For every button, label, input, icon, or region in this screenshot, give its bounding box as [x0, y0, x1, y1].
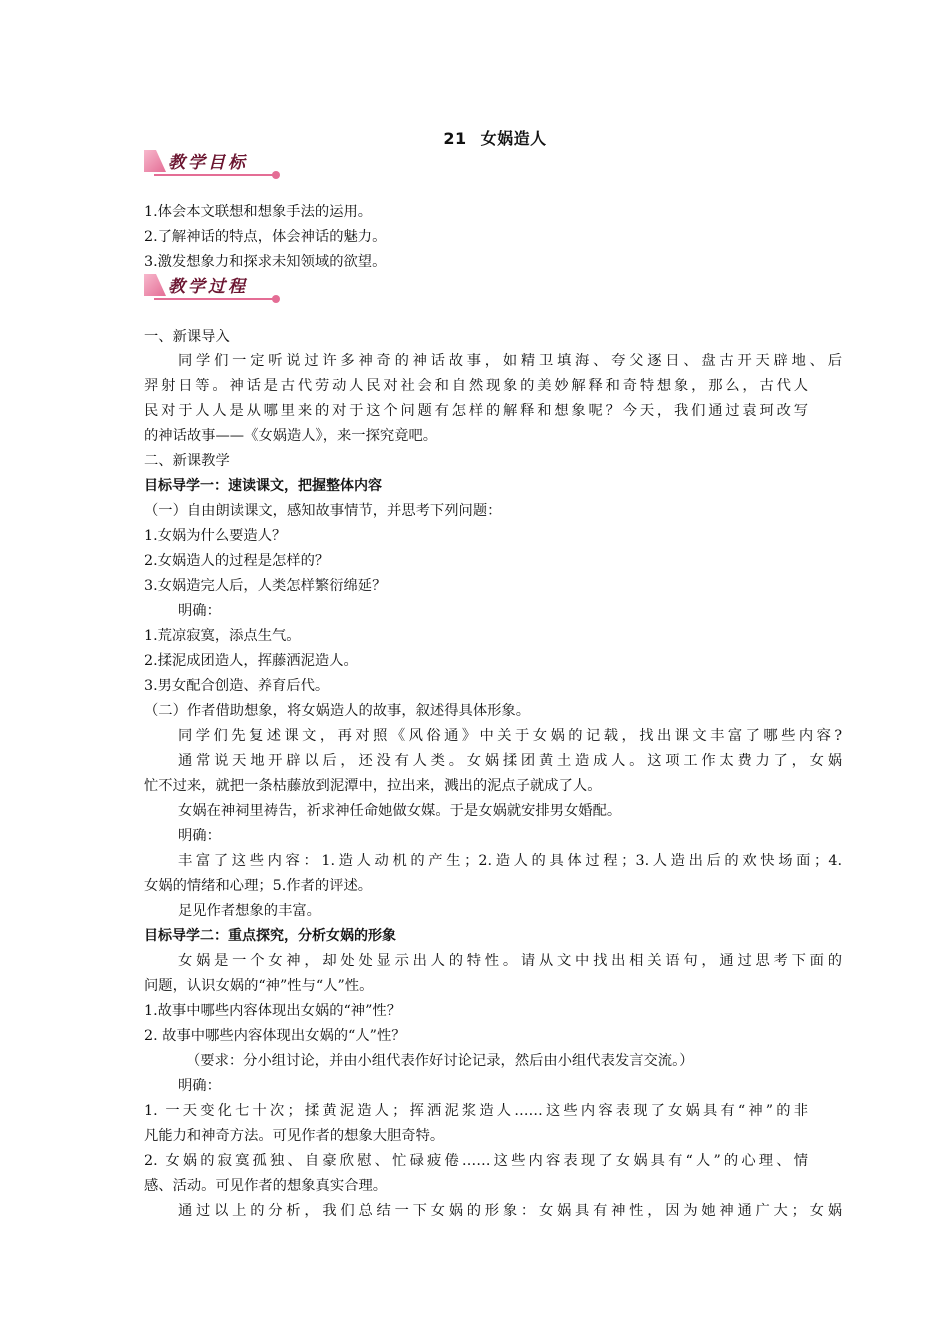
- paragraph-line: 的神话故事——《女娲造人》，来一探究竟吧。: [144, 428, 438, 444]
- subheading-2: （二）作者借助想象，将女娲造人的故事，叙述得具体形象。: [144, 703, 531, 719]
- answer-label: 明确：: [178, 1078, 221, 1094]
- banner-dot-icon: [272, 171, 280, 179]
- section-heading-goals: 教学目标: [168, 153, 248, 173]
- paragraph-line: 羿射日等。神话是古代劳动人民对社会和自然现象的美妙解释和奇特想象，那么，古代人: [144, 378, 808, 394]
- answer-item: 3.男女配合创造、养育后代。: [144, 678, 330, 694]
- banner-tab-icon: [144, 150, 166, 172]
- objective-heading-2: 目标导学二：重点探究，分析女娲的形象: [144, 928, 396, 944]
- banner-rule: [154, 174, 276, 176]
- lesson-number: 21: [443, 129, 467, 148]
- question-item: 1.故事中哪些内容体现出女娲的“神”性？: [144, 1003, 402, 1019]
- subheading-1: （一）自由朗读课文，感知故事情节，并思考下列问题：: [144, 503, 502, 519]
- answer-label: 明确：: [178, 828, 221, 844]
- answer-label: 明确：: [178, 603, 221, 619]
- question-item: 2.女娲造人的过程是怎样的？: [144, 553, 330, 569]
- heading-intro: 一、新课导入: [144, 329, 230, 345]
- goal-item: 3.激发想象力和探求未知领域的欲望。: [144, 254, 387, 270]
- paragraph-line: 女娲是一个女神，却处处显示出人的特性。请从文中找出相关语句，通过思考下面的: [178, 953, 842, 969]
- paragraph-line: 女娲在神祠里祷告，祈求神任命她做女媒。于是女娲就安排男女婚配。: [178, 803, 622, 819]
- paragraph-line: 1. 一天变化七十次；揉黄泥造人；挥洒泥浆造人……这些内容表现了女娲具有“神”的非: [144, 1103, 808, 1119]
- question-item: 2. 故事中哪些内容体现出女娲的“人”性？: [144, 1028, 406, 1044]
- paragraph-line: 2. 女娲的寂寞孤独、自豪欣慰、忙碌疲倦……这些内容表现了女娲具有“人”的心理、情: [144, 1153, 808, 1169]
- goal-item: 2.了解神话的特点，体会神话的魅力。: [144, 229, 387, 245]
- paragraph-line: 同学们一定听说过许多神奇的神话故事，如精卫填海、夸父逐日、盘古开天辟地、后: [178, 353, 842, 369]
- question-item: 1.女娲为什么要造人？: [144, 528, 287, 544]
- paragraph-line: 通过以上的分析，我们总结一下女娲的形象：女娲具有神性，因为她神通广大；女娲: [178, 1203, 842, 1219]
- paragraph-line: 感、活动。可见作者的想象真实合理。: [144, 1178, 388, 1194]
- paragraph-line: 问题，认识女娲的“神”性与“人”性。: [144, 978, 374, 994]
- paragraph-line: 通常说天地开辟以后，还没有人类。女娲揉团黄土造成人。这项工作太费力了，女娲: [178, 753, 842, 769]
- paragraph-line: 足见作者想象的丰富。: [178, 903, 321, 919]
- answer-item: 2.揉泥成团造人，挥藤洒泥造人。: [144, 653, 358, 669]
- banner-tab-icon: [144, 274, 166, 296]
- lesson-title: 女娲造人: [480, 129, 547, 148]
- question-item: 3.女娲造完人后，人类怎样繁衍绵延？: [144, 578, 387, 594]
- paragraph-line: 同学们先复述课文，再对照《风俗通》中关于女娲的记载，找出课文丰富了哪些内容?: [178, 728, 842, 744]
- banner-dot-icon: [272, 295, 280, 303]
- paragraph-line: 女娲的情绪和心理；5.作者的评述。: [144, 878, 373, 894]
- objective-heading-1: 目标导学一：速读课文，把握整体内容: [144, 478, 382, 494]
- heading-new-lesson: 二、新课教学: [144, 453, 230, 469]
- page-title: [0, 126, 950, 149]
- requirement-note: （要求：分小组讨论，并由小组代表作好讨论记录，然后由小组代表发言交流。）: [186, 1053, 694, 1069]
- section-banner-process: [144, 272, 284, 302]
- banner-rule: [154, 298, 276, 300]
- section-heading-process: 教学过程: [168, 277, 248, 297]
- paragraph-line: 凡能力和神奇方法。可见作者的想象大胆奇特。: [144, 1128, 445, 1144]
- answer-item: 1.荒凉寂寞，添点生气。: [144, 628, 301, 644]
- section-banner-goals: [144, 148, 284, 178]
- paragraph-line: 忙不过来，就把一条枯藤放到泥潭中，拉出来，溅出的泥点子就成了人。: [144, 778, 602, 794]
- paragraph-line: 丰富了这些内容：1.造人动机的产生；2.造人的具体过程；3.人造出后的欢快场面；4.: [178, 853, 842, 869]
- paragraph-line: 民对于人人是从哪里来的对于这个问题有怎样的解释和想象呢？今天，我们通过袁珂改写: [144, 403, 808, 419]
- goal-item: 1.体会本文联想和想象手法的运用。: [144, 204, 373, 220]
